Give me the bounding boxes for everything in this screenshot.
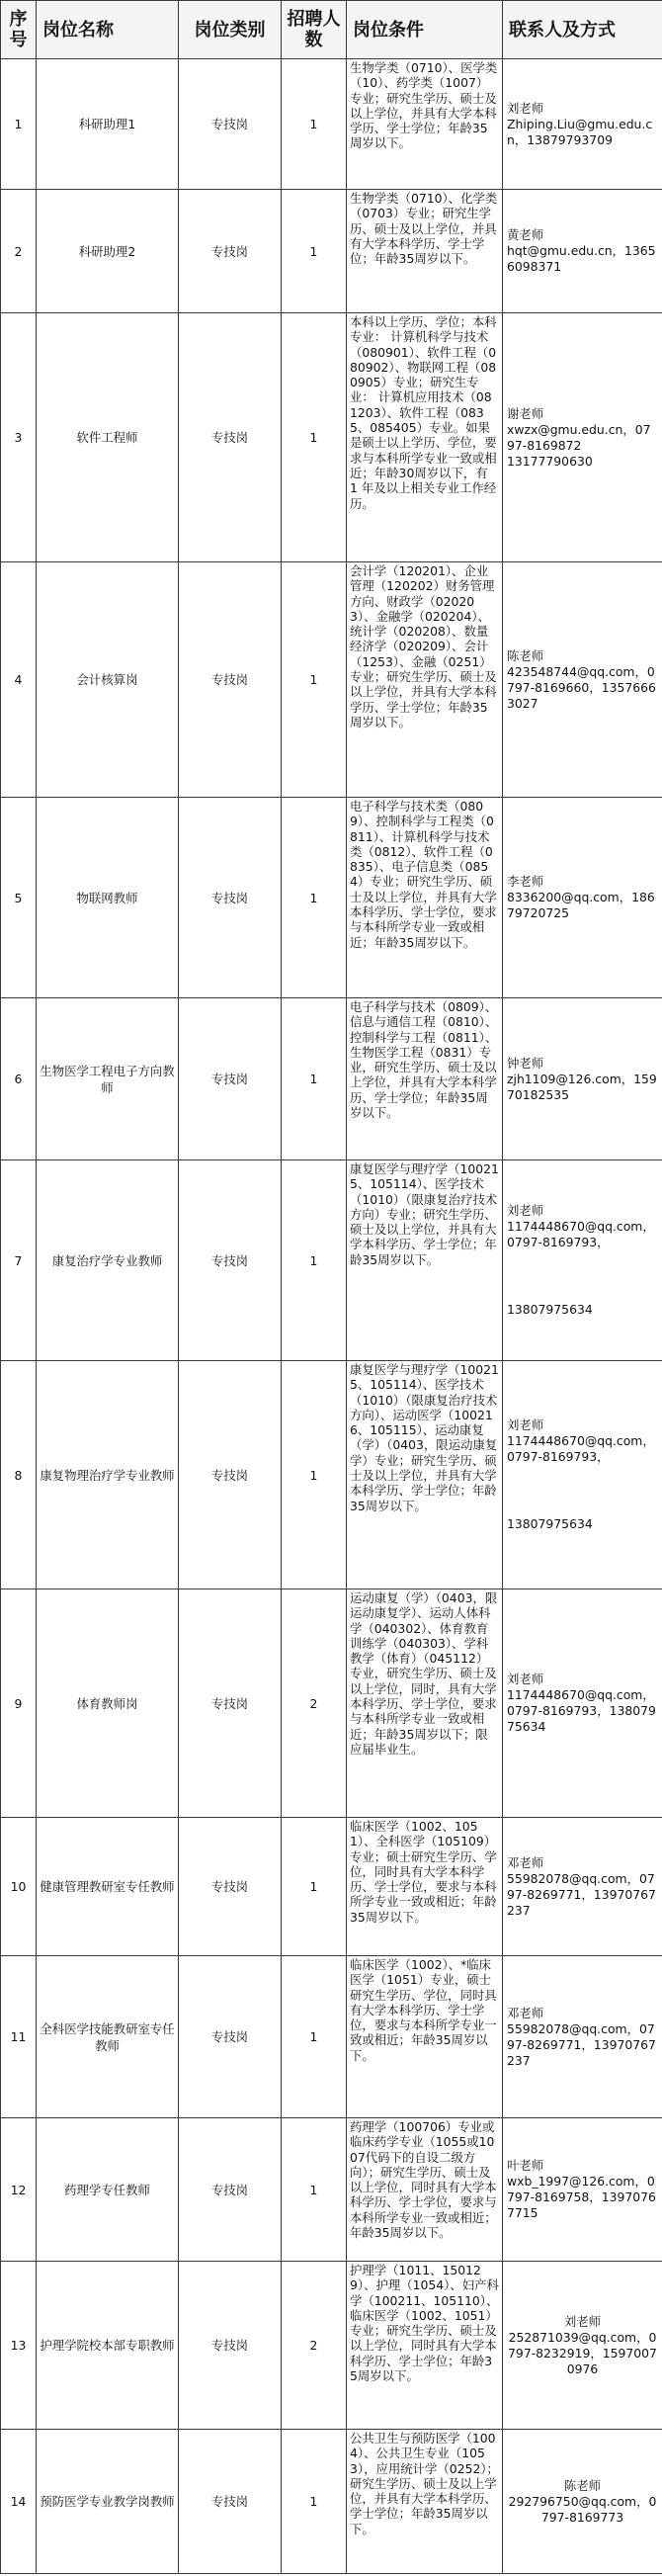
post-conditions: 生物学类（0710）、医学类（10）、药学类（1007）专业；研究生学历、硕士及以上学位，并具有大学本科学历、学士学位；年龄35周岁以下。 <box>347 59 503 190</box>
table-row <box>1 59 662 190</box>
table-row <box>1 2118 662 2262</box>
contact-cell <box>503 2262 662 2430</box>
post-name-cell <box>37 562 179 798</box>
table-body <box>1 59 662 2574</box>
contact-info: 黄老师 hqt@gmu.edu.cn，13656098371 <box>507 227 656 274</box>
post-name: 科研助理1 <box>78 117 136 131</box>
post-name-cell <box>37 2118 179 2262</box>
post-conditions: 会计学（120201）、企业管理（120202）财务管理方向、财政学（020203）、金融学（020204）、统计学（020208）、数量经济学（020209）、会计（1253）、金融（0251）专业；研究生学历、硕士及以上学位，并具有大学本科学历、学士学位；年龄35周岁以下。 <box>347 562 503 798</box>
post-name-cell <box>37 1956 179 2118</box>
post-type: 专技岗 <box>179 1160 282 1361</box>
row-number: 2 <box>1 190 37 313</box>
post-name: 健康管理教研室专任教师 <box>40 1879 175 1894</box>
row-number: 12 <box>1 2118 37 2262</box>
post-name: 预防医学专业教学岗教师 <box>40 2494 175 2509</box>
row-number: 14 <box>1 2430 37 2574</box>
row-number: 13 <box>1 2262 37 2430</box>
contact-info: 叶老师 wxb_1997@126.com，0797-8169758，13970767715 <box>507 2158 656 2220</box>
post-name-cell <box>37 1361 179 1589</box>
post-type: 专技岗 <box>179 190 282 313</box>
hire-count: 1 <box>282 1361 347 1589</box>
post-conditions: 生物学类（0710）、化学类（0703）专业；研究生学历、硕士及以上学位，并具有大学本科学历、学士学位；年龄35周岁以下。 <box>347 190 503 313</box>
hire-count: 1 <box>282 59 347 190</box>
contact-phone-extra: 13807975634 <box>507 1302 593 1317</box>
post-name: 会计核算岗 <box>76 672 138 687</box>
contact-cell <box>503 313 662 562</box>
post-conditions: 康复医学与理疗学（100215、105114）、医学技术（1010）（限康复治疗技术方向）、运动医学（100216、105115）、运动康复（学）（0403，限运动康复学）专业；研究生学历、硕士及以上学位，并具有大学本科学历、学士学位；年龄35周岁以下。 <box>347 1361 503 1589</box>
post-name-cell <box>37 2430 179 2574</box>
hire-count: 1 <box>282 2430 347 2574</box>
table-row <box>1 2430 662 2574</box>
table-row <box>1 798 662 998</box>
post-conditions: 电子科学与技术（0809）、信息与通信工程（0810）、控制科学与工程（0811）、生物医学工程（0831）专业，研究生学历、硕士及以上学位，并具有大学本科学历、学士学位；年龄35周岁以下。 <box>347 998 503 1160</box>
post-type: 专技岗 <box>179 1818 282 1956</box>
post-conditions: 临床医学（1002、1051）、全科医学（105109）专业；硕士研究生学历、学位，同时具有大学本科学历、学士学位，要求与本科所学专业一致或相近；年龄35周岁以下。 <box>347 1818 503 1956</box>
post-type: 专技岗 <box>179 2262 282 2430</box>
post-name: 护理学院校本部专职教师 <box>40 2338 175 2353</box>
header-row <box>1 1 662 59</box>
post-name: 科研助理2 <box>78 243 136 259</box>
post-conditions: 护理学（1011、150129）、护理（1054）、妇产科学（100211、105110）、临床医学（1002、1051）专业；研究生学历、硕士及以上学位，同时具有大学本科学历、学士学位；年龄35周岁以下。 <box>347 2262 503 2430</box>
post-name-cell <box>37 190 179 313</box>
contact-cell <box>503 2430 662 2574</box>
post-conditions: 药理学（100706）专业或 临床药学专业（1055或1007代码下的自设二级方向）；研究生学历、硕士及以上学位，同时具有大学本科学历、学士学位，要求与本科所学专业一致或相近；年龄35周岁以下。 <box>347 2118 503 2262</box>
post-name: 康复治疗学专业教师 <box>51 1252 163 1268</box>
post-type: 专技岗 <box>179 1589 282 1818</box>
post-type: 专技岗 <box>179 59 282 190</box>
post-type: 专技岗 <box>179 2430 282 2574</box>
post-name-cell <box>37 998 179 1160</box>
post-name: 康复物理治疗学专业教师 <box>40 1467 175 1483</box>
post-name-cell <box>37 1818 179 1956</box>
row-number: 7 <box>1 1160 37 1361</box>
table-row <box>1 562 662 798</box>
contact-cell <box>503 2118 662 2262</box>
row-number: 11 <box>1 1956 37 2118</box>
post-type: 专技岗 <box>179 798 282 998</box>
contact-cell <box>503 1589 662 1818</box>
table-row <box>1 1818 662 1956</box>
post-name-cell <box>37 1589 179 1818</box>
contact-info: 刘老师 1174448670@qq.com，0797-8169793， <box>507 1203 655 1249</box>
table-row <box>1 998 662 1160</box>
hire-count: 1 <box>282 1956 347 2118</box>
contact-info: 刘老师 Zhiping.Liu@gmu.edu.cn，13879793709 <box>507 100 653 147</box>
hire-count: 1 <box>282 2118 347 2262</box>
post-name: 体育教师岗 <box>76 1695 138 1711</box>
table-row <box>1 313 662 562</box>
contact-info: 李老师 8336200@qq.com，18679720725 <box>507 874 655 920</box>
contact-cell <box>503 1956 662 2118</box>
post-conditions: 康复医学与理疗学（100215、105114）、医学技术（1010）（限康复治疗技术方向）专业；研究生学历、硕士及以上学位，并具有大学本科学历、学士学位；年龄35周岁以下。 <box>347 1160 503 1361</box>
contact-cell <box>503 1160 662 1361</box>
header-no: 序号 <box>1 1 37 59</box>
hire-count: 2 <box>282 1589 347 1818</box>
contact-info: 谢老师 xwzx@gmu.edu.cn，0797-8169872 13177790630 <box>507 405 651 469</box>
row-number: 8 <box>1 1361 37 1589</box>
contact-cell <box>503 59 662 190</box>
post-name: 药理学专任教师 <box>64 2182 150 2197</box>
row-number: 4 <box>1 562 37 798</box>
post-name-cell <box>37 59 179 190</box>
hire-count: 1 <box>282 798 347 998</box>
header-post-type: 岗位类别 <box>179 1 282 59</box>
contact-cell <box>503 998 662 1160</box>
post-name: 生物医学工程电子方向教师 <box>40 1063 175 1095</box>
post-name-cell <box>37 2262 179 2430</box>
row-number: 6 <box>1 998 37 1160</box>
hire-count: 1 <box>282 313 347 562</box>
header-post-conditions: 岗位条件 <box>347 1 503 59</box>
table-row <box>1 190 662 313</box>
post-name: 全科医学技能教研室专任教师 <box>40 2020 175 2053</box>
contact-info: 陈老师 423548744@qq.com，0797-8169660，13576663027 <box>507 647 656 711</box>
row-number: 9 <box>1 1589 37 1818</box>
contact-info: 陈老师 292796750@qq.com，0797-8169773 <box>508 2477 657 2525</box>
post-type: 专技岗 <box>179 1361 282 1589</box>
post-conditions: 运动康复（学）（0403，限运动康复学）、运动人体科学（040302）、体育教育训练学（040303）、学科教学（体育）（045112）专业，研究生学历、硕士及以上学位，同时，具有大学本科学历、学士学位，要求与本科所学专业一致或相近；年龄35周岁以下；限应届毕业生。 <box>347 1589 503 1818</box>
hire-count: 1 <box>282 1818 347 1956</box>
hire-count: 2 <box>282 2262 347 2430</box>
post-name-cell <box>37 1160 179 1361</box>
table-row <box>1 2262 662 2430</box>
table-row <box>1 1160 662 1361</box>
post-conditions: 公共卫生与预防医学（1004）、公共卫生专业（1053），应用统计学（0252）；研究生学历、硕士及以上学位，并具有大学本科学历、学士学位；年龄35周岁以下。 <box>347 2430 503 2574</box>
contact-cell <box>503 562 662 798</box>
contact-info: 钟老师 zjh1109@126.com，15970182535 <box>507 1055 657 1102</box>
post-conditions: 临床医学（1002）、*临床医学（1051）专业，硕士研究生学历、学位，同时具有大学本科学历、学士学位，要求与本科所学专业一致或相近；年龄35周岁以下。 <box>347 1956 503 2118</box>
row-number: 3 <box>1 313 37 562</box>
table-row <box>1 1589 662 1818</box>
row-number: 5 <box>1 798 37 998</box>
row-number: 10 <box>1 1818 37 1956</box>
header-contact: 联系人及方式 <box>503 1 662 59</box>
post-conditions: 电子科学与技术类（0809）、控制科学与工程类（0811）、计算机科学与技术类（0812）、软件工程（0835）、电子信息类（0854）专业；研究生学历、硕士及以上学位，并具有大学本科学历、学士学位，要求与本科所学专业一致或相近；年龄35周岁以下。 <box>347 798 503 998</box>
contact-cell <box>503 1361 662 1589</box>
contact-phone-extra: 13807975634 <box>507 1516 593 1531</box>
contact-info: 刘老师 1174448670@qq.com，0797-8169793，13807975634 <box>507 1672 656 1734</box>
table-row <box>1 1956 662 2118</box>
contact-cell <box>503 798 662 998</box>
hire-count: 1 <box>282 190 347 313</box>
post-name-cell <box>37 798 179 998</box>
header-post-name: 岗位名称 <box>37 1 179 59</box>
contact-cell <box>503 190 662 313</box>
post-type: 专技岗 <box>179 1956 282 2118</box>
post-type: 专技岗 <box>179 2118 282 2262</box>
contact-info: 刘老师 252871039@qq.com，0797-8232919，15970070976 <box>508 2313 657 2376</box>
hire-count: 1 <box>282 1160 347 1361</box>
post-type: 专技岗 <box>179 562 282 798</box>
contact-info: 邓老师 55982078@qq.com，0797-8269771，13970767237 <box>507 2005 656 2068</box>
post-type: 专技岗 <box>179 313 282 562</box>
post-type: 专技岗 <box>179 998 282 1160</box>
post-name: 物联网教师 <box>76 890 138 905</box>
contact-info: 刘老师 1174448670@qq.com，0797-8169793， <box>507 1417 655 1464</box>
post-name: 软件工程师 <box>76 430 138 445</box>
post-conditions: 本科以上学历、学位；本科专业： 计算机科学与技术（080901）、软件工程（080902）、物联网工程（080905）专业；研究生专业： 计算机应用技术（081203）、软件工程（0835、085405）专业。如果是硕士以上学历、学位，要求与本科所学专业一致或相近；年龄30周岁以下，有 1 年及以上相关专业工作经历。 <box>347 313 503 562</box>
table-row <box>1 1361 662 1589</box>
hire-count: 1 <box>282 562 347 798</box>
header-hire-count: 招聘人数 <box>282 1 347 59</box>
row-number: 1 <box>1 59 37 190</box>
post-name-cell <box>37 313 179 562</box>
contact-cell <box>503 1818 662 1956</box>
contact-info: 邓老师 55982078@qq.com，0797-8269771，13970767237 <box>507 1854 656 1918</box>
hire-count: 1 <box>282 998 347 1160</box>
